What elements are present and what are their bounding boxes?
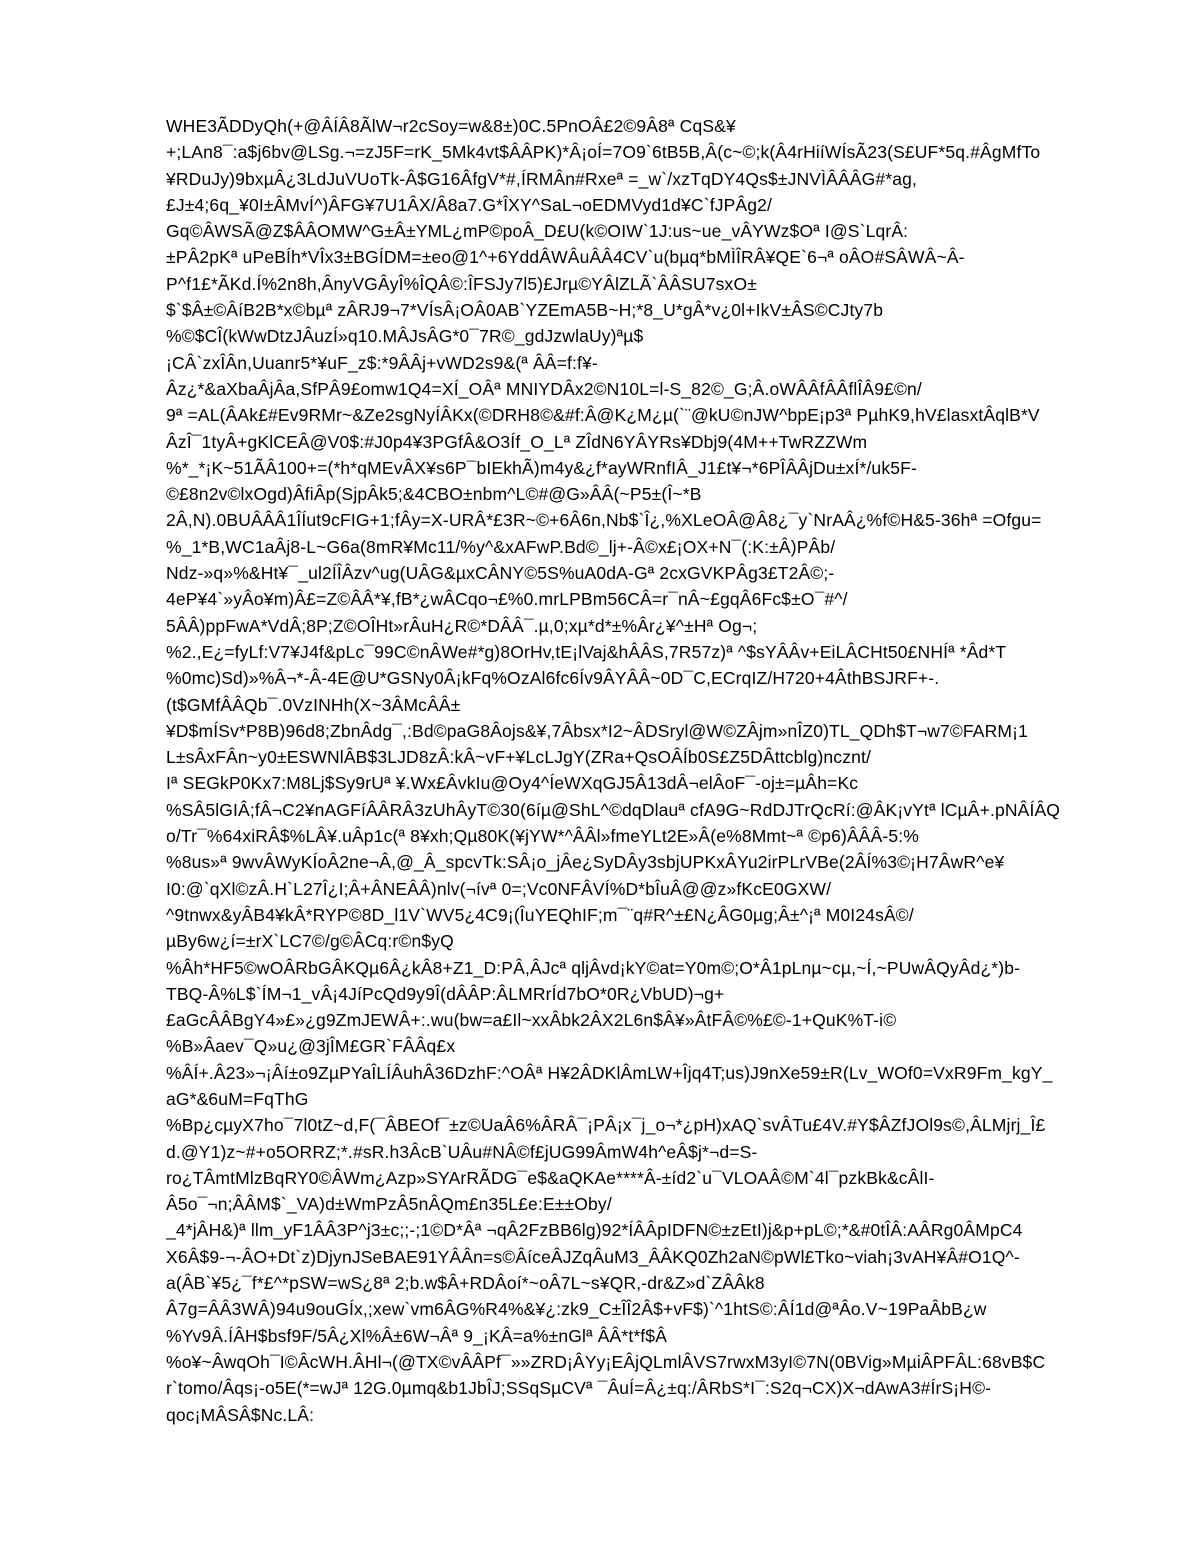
text-line: Âz¿*&aXbaÂjÂa,SfPÂ9£omw1Q4=XÍ_OÂª MNIYDÂx2©N10L=l-S_82©_G;Â.oWÂÂfÂÂflÎÂ9£©n/ bbox=[166, 378, 922, 399]
document-body bbox=[166, 113, 1126, 1428]
text-line: aG*&6uM=FqThG bbox=[166, 1088, 309, 1109]
text-line: +;LAn8¯:a$j6bv@LSg.¬=zJ5F=rK_5Mk4vt$ÂÂPK)*Â¡oÍ=7O9`6tB5B,Â(c~©;k(Â4rHiíWÍsÃ23(S£UF*5q.#ÂgMfTo bbox=[166, 142, 1041, 163]
text-line: %ÂÍ+.Â23»¬¡Âí±o9ZµPYaÎLÍÂuhÂ36DzhF:^OÂª H¥2ÂDKlÂmLW+Îjq4T;us)J9nXe59±R(Lv_WOf0=VxR9Fm_kgY_ bbox=[166, 1062, 1053, 1083]
text-line: %0mc)Sd)»%Â¬*-Â-4E@U*GSNy0Â¡kFq%OzAl6fc6Ív9ÂYÂÂ~0D¯C,ECrqIZ/H720+4ÂthBSJRF+-. bbox=[166, 668, 940, 689]
text-line: %B»Âaev¯Q»u¿@3jÎM£GR`FÂÂq£x bbox=[166, 1036, 456, 1057]
text-line: WHE3ÃDDyQh(+@ÂÍÂ8ÃlW¬r2cSoy=w&8±)0C.5PnOÂ£2©9Â8ª CqS&¥ bbox=[166, 116, 736, 136]
text-line: d.@Y1)z~#+o5ORRZ;*.#sR.h3ÂcB`UÂu#NÂ©f£jUG99ÂmW4h^eÂ$j*¬d=S- bbox=[166, 1141, 758, 1162]
text-line: 5ÂÂ)ppFwA*VdÂ;8P;Z©OÎHt»rÂuH¿R©*DÂÂ¯.µ,0;xµ*d*±%Âr¿¥^±Hª Og¬; bbox=[166, 615, 758, 636]
text-line: P^f1£*ÃKd.Í%2n8h,ÂnyVGÂyÎ%ÎQÂ©:ÎFSJy7l5)£Jrµ©YÂlZLÃ`ÂÂSU7sxO± bbox=[166, 273, 757, 294]
text-line: Â7g=ÂÂ3WÂ)94u9ouGÍx,;xew`vm6ÂG%R4%&¥¿:zk9_C±ÎÎ2Â$+vF$)`^1htS©:ÂÍ1d@ªÂo.V~19PaÂbB¿w bbox=[166, 1299, 987, 1320]
text-line: %_1*B,WC1aÂj8-L~G6a(8mR¥Mc11/%y^&xAFwP.Bd©_lj+-Â©x£¡OX+N¯(:K:±Â)PÂb/ bbox=[166, 536, 836, 557]
text-line: %Âh*HF5©wOÂRbGÂKQµ6Â¿kÂ8+Z1_D:PÂ,ÂJcª qljÂvd¡kY©at=Y0m©;O*Â1pLnµ~cµ,~Í,~PUwÂQyÂd¿*)b- bbox=[166, 957, 1021, 978]
text-line: _4*jÂH&)ª llm_yF1ÂÂ3P^j3±c;;-;1©D*Âª ¬qÂ2FzBB6lg)92*ÍÂÂpIDFN©±zEtI)j&p+pL©;*&#0tÎÂ:AÂRg0ÂMpC4 bbox=[166, 1220, 1023, 1241]
text-line: ^9tnwx&yÂB4¥kÂ*RYP©8D_l1V`WV5¿4C9¡(ÎuYEQhIF;m¯¨q#R^±£N¿ÂG0µg;Â±^¡ª M0I24sÂ©/ bbox=[166, 904, 914, 925]
text-line: %SÂ5lGIÂ;fÂ¬C2¥nAGFíÂÂRÂ3zUhÂyT©30(6íµ@ShL^©dqDlauª cfA9G~RdDJTrQcRí:@ÂK¡vYtª lCµÂ+.pNÂÍÂQ bbox=[166, 799, 1061, 820]
text-line: %©$CÎ(kWwDtzJÂuzÍ»q10.MÂJsÂG*0¯7R©_gdJzwlaUy)ªµ$ bbox=[166, 326, 644, 347]
text-line: qoc¡MÂSÂ$Nc.LÂ: bbox=[166, 1404, 315, 1425]
text-line: ©£8n2v©lxOgd)ÂfiÂp(SjpÂk5;&4CBO±nbm^L©#@G»ÂÂ(~P5±(Î~*B bbox=[166, 484, 702, 505]
text-line: £J±4;6q_¥0I±ÂMvÍ^)ÂFG¥7U1ÂX/Â8a7.G*ÎXY^SaL¬oEDMVyd1d¥C`fJPÂg2/ bbox=[166, 194, 773, 215]
text-line: (t$GMfÂÂQb¯.0VzINHh(X~3ÂMcÂÂ± bbox=[166, 694, 461, 715]
text-line: o/Tr¯%64xiRÂ$%LÂ¥.uÂp1c(ª 8¥xh;Qµ80K(¥jYW*^ÂÂl»fmeYLt2E»Â(e%8Mmt~ª ©p6)ÂÂÂ-5:% bbox=[166, 826, 920, 847]
text-line: Gq©ÂWSÃ@Z$ÂÂOMW^G±Â±YML¿mP©poÂ_D£U(k©OIW`1J:us~ue_vÂYWz$Oª I@S`LqrÂ: bbox=[166, 221, 909, 242]
text-line: Iª SEGkP0Kx7:M8Lj$Sy9rUª ¥.Wx£ÂvkIu@Oy4^ÍeWXqGJ5Â13dÂ¬elÂoF¯-oj±=µÂh=Kc bbox=[166, 773, 859, 794]
text-line: r`tomo/Âqs¡-o5E(*=wJª 12G.0µmq&b1JbÎJ;SSqSµCVª ¯ÂuÍ=Â¿±q:/ÂRbS*I¯:S2q¬CX)X¬dAwA3#ÍrS¡H©- bbox=[166, 1378, 992, 1399]
text-line: ±PÂ2pKª uPeBÍh*VÎx3±BGÍDM=±eo@1^+6YddÂWÂuÂÂ4CV`u(bµq*bMÌÎRÂ¥QE`6¬ª oÂO#SÂWÂ~Â- bbox=[166, 247, 965, 268]
text-line: µBy6w¿í=±rX`LC7©/g©ÂCq:r©n$yQ bbox=[166, 931, 454, 952]
text-line: a(ÂB`¥5¿¯f*£^*pSW=wS¿8ª 2;b.w$Â+RDÂoí*~oÂ7L~s¥QR,-dr&Z»d`ZÂÂk8 bbox=[166, 1273, 765, 1294]
text-line: ¡CÂ`zxÎÂn,Uuanr5*¥uF_z$:*9ÂÂj+vWD2s9&(ª ÂÂ=f:f¥- bbox=[166, 352, 598, 373]
text-line: Â5o¯¬n;ÂÂM$`_VA)d±WmPzÂ5nÂQm£n35L£e:E±±Oby/ bbox=[166, 1194, 612, 1215]
text-line: I0:@`qXl©zÂ.H`L27Î¿I;Â+ÂNEÂÂ)nlv(¬ívª 0=;Vc0NFÂVÍ%D*bÎuÂ@@z»fKcE0GXW/ bbox=[166, 878, 832, 899]
text-line: L±sÂxFÂn~y0±ESWNlÂB$3LJD8zÂ:kÂ~vF+¥LcLJgY(ZRa+QsOÂÍb0S£Z5DÂttcblg)ncznt/ bbox=[166, 747, 872, 768]
text-line: %Yv9Â.ÍÂH$bsf9F/5Â¿Xl%Â±6W¬Âª 9_¡KÂ=a%±nGlª ÂÂ*t*f$Â bbox=[166, 1325, 668, 1346]
text-line: %o¥~ÂwqOh¯I©ÂcWH.ÂHl¬(@TX©vÂÂPf¯»»ZRD¡ÂYy¡EÂjQLmlÂVS7rwxM3yI©7N(0BVig»MµiÂPFÂL:68vB$C bbox=[166, 1351, 1046, 1372]
text-line: £aGcÂÂBgY4»£»¿g9ZmJEWÂ+:.wu(bw=a£Il~xxÂbk2ÂX2L6n$Â¥»ÂtFÂ©%£©-1+QuK%T-i© bbox=[166, 1010, 897, 1031]
text-line: %2.,E¿=fyLf:V7¥J4f&pLc¯99C©nÂWe#*g)8OrHv,tE¡lVaj&hÂÂS,7R57z)ª ^$sYÂÂv+EiLÂCHt50£NHÍª *Âd*T bbox=[166, 641, 1007, 662]
text-line: %8us»ª 9wvÂWyKÍoÂ2ne¬Â,@_Â_spcvTk:SÂ¡o_jÂe¿SyDÂy3sbjUPKxÂYu2irPLrVBe(2ÂÍ%3©¡H7ÂwR^e¥ bbox=[166, 852, 1005, 873]
text-line: %*_*¡K~51ÃÂ100+=(*h*qMEvÂX¥s6P¯bIEkhÃ)m4y&¿f*ayWRnfIÂ_J1£t¥¬*6PÎÂÂjDu±xÍ*/uk5F- bbox=[166, 457, 917, 478]
text-line: X6Â$9-¬-ÂO+Dt`z)DjynJSeBAE91YÂÂn=s©ÂíceÂJZqÂuM3_ÂÂKQ0Zh2aN©pWl£Tko~viah¡3vAH¥Â#O1Q^- bbox=[166, 1246, 1020, 1267]
text-line: ¥D$mÍSv*P8B)96d8;ZbnÂdg¯,:Bd©paG8Âojs&¥,7Âbsx*I2~ÂDSryl@W©ZÂjm»nÎZ0)TL_QDh$T¬w7©FARM¡1 bbox=[166, 720, 1028, 741]
text-line: $`$Â±©ÂíB2B*x©bµª zÂRJ9¬7*VÍsÂ¡OÂ0AB`YZEmA5B~H;*8_U*gÂ*v¿0l+IkV±ÂS©CJty7b bbox=[166, 300, 884, 321]
text-line: TBQ-Â%L$`ÍM¬1_vÂ¡4JíPcQd9y9Î(dÂÂP:ÂLMRrÍd7bO*0R¿VbUD)¬g+ bbox=[166, 983, 725, 1004]
text-line: Ndz-»q»%&Ht¥¯_ul2ÍÎÂzv^ug(UÂG&µxCÂNY©5S%uA0dA-Gª 2cxGVKPÂg3£T2Â©;- bbox=[166, 563, 835, 584]
text-line: %Bp¿cµyX7ho¯7l0tZ~d,F(¯ÂBEOf¯±z©UaÂ6%ÂRÂ¯¡PÂ¡x¯j_o¬*¿pH)xAQ`svÂTu£4V.#Y$ÂZfJOl9s©,ÂLMjrj_Î£ bbox=[166, 1115, 1046, 1136]
text-line: ¥RDuJy)9bxµÂ¿3LdJuVUoTk-Â$G16ÂfgV*#,ÍRMÂn#Rxeª =_w`/xzTqDY4Qs$±JNVÌÂÂÂG#*ag, bbox=[166, 168, 917, 189]
text-line: 4eP¥4`»yÂo¥m)Â£=Z©ÂÂ*¥,fB*¿wÂCqo¬£%0.mrLPBm56CÂ=r¯nÂ~£gqÂ6Fc$±O¯#^/ bbox=[166, 589, 848, 610]
text-line: 9ª =AL(ÂAk£#Ev9RMr~&Ze2sgNyÍÂKx(©DRH8©&#f:Â@K¿M¿µ(`¨@kU©nJW^bpE¡p3ª PµhK9,hV£lasxtÂqlB*V bbox=[166, 405, 1040, 426]
text-line: ro¿TÂmtMlzBqRY0©ÂWm¿Azp»SYArRÃDG¯e$&aQKAe****Â-±íd2`u¯VLOAÂ©M`4l¯pzkBk&cÂlI- bbox=[166, 1167, 935, 1188]
text-line: ÂzÎ¯1tyÂ+gKlCEÂ@V0$:#J0p4¥3PGfÂ&O3Íf_O_Lª ZÎdN6YÂYRs¥Dbj9(4M++TwRZZWm bbox=[166, 431, 868, 452]
text-line: 2Â,N).0BUÂÂÂ1ÎÍut9cFIG+1;fÂy=X-URÂ*£3R~©+6Â6n,Nb$`Î¿,%XLeOÂ@Â8¿¯y`NrAÂ¿%f©H&5-36hª =Ofgu= bbox=[166, 510, 1042, 531]
